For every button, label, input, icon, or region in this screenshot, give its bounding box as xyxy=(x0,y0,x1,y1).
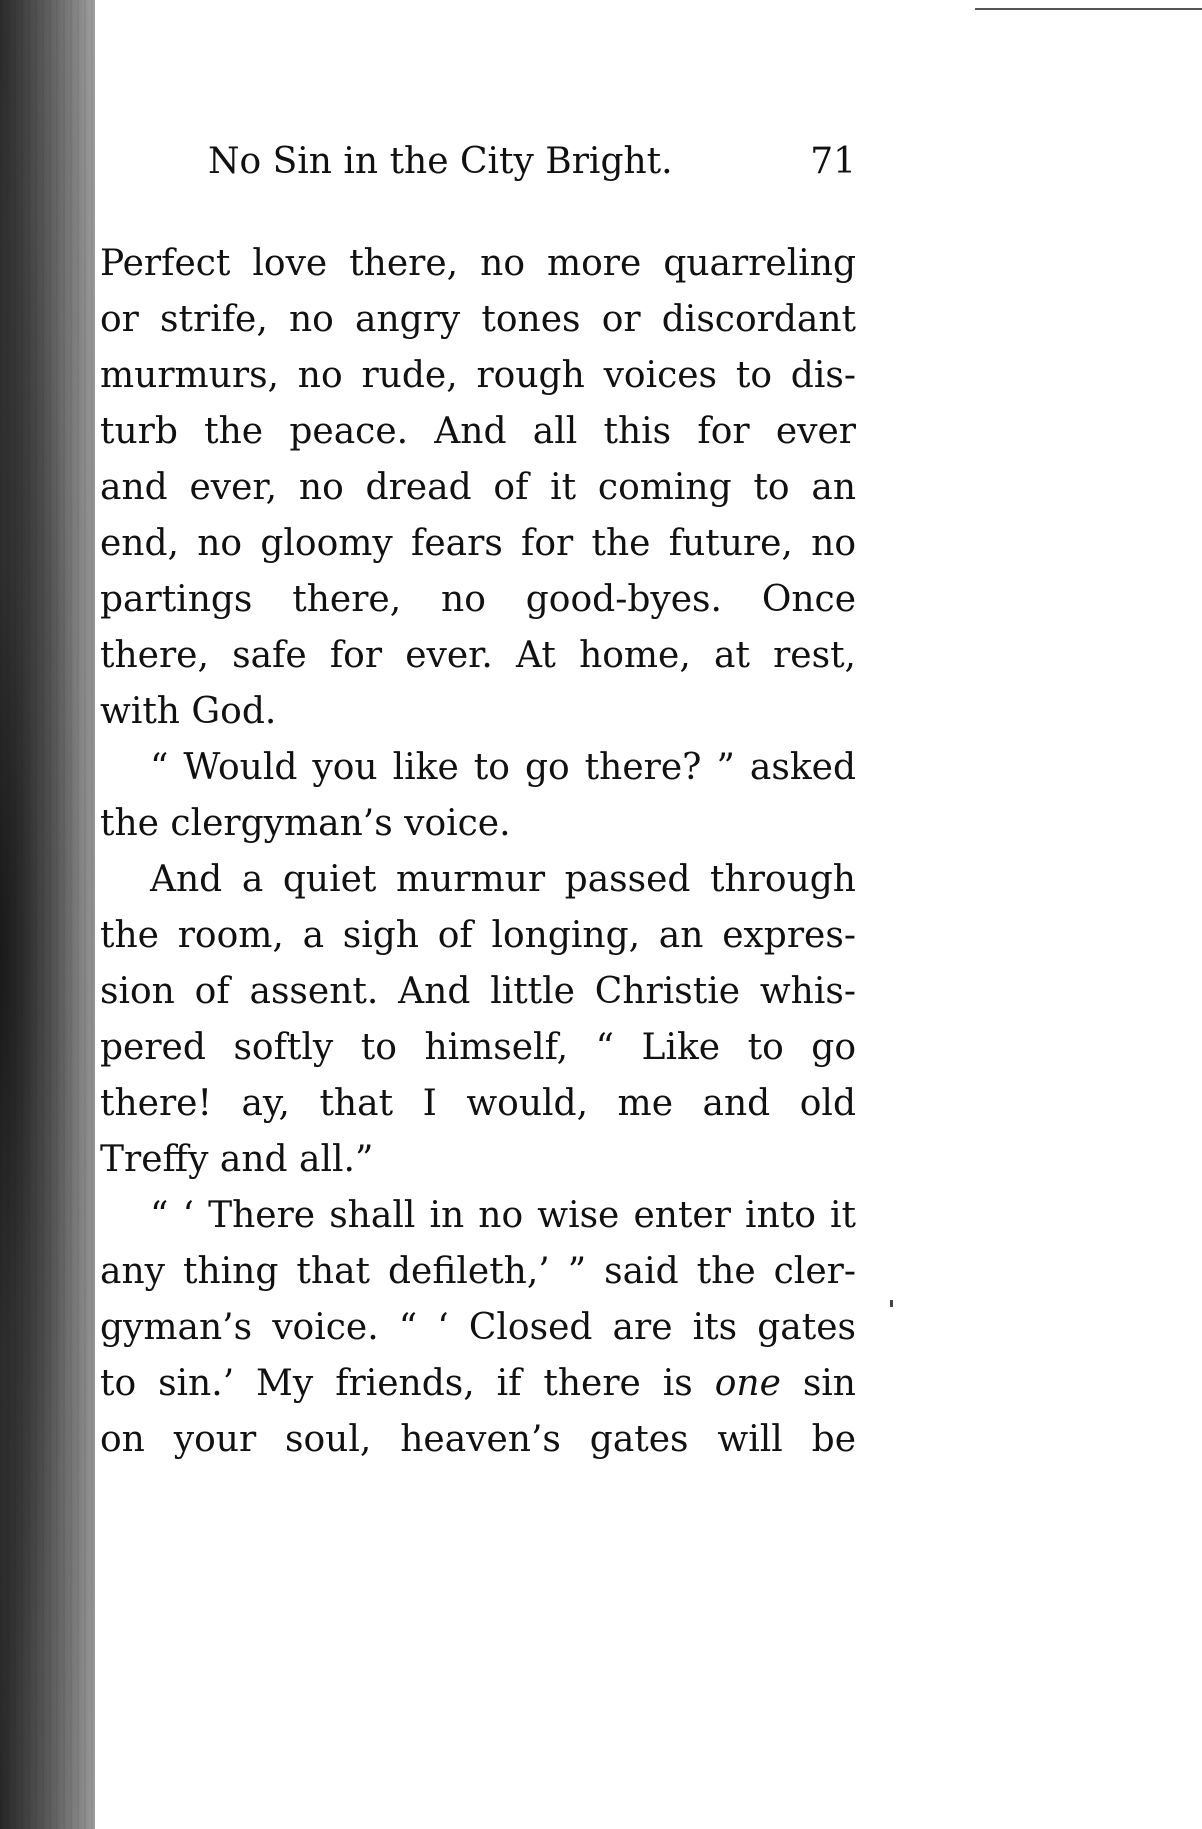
text-line: And a quiet murmur passed through xyxy=(150,859,856,900)
margin-mark xyxy=(890,1300,893,1307)
top-rule xyxy=(975,8,1202,10)
page-number: 71 xyxy=(810,141,856,182)
text-line: end, no gloomy fears for the future, no xyxy=(100,523,856,564)
text-line: sion of assent. And little Christie whis- xyxy=(100,971,856,1012)
text-line-start: to sin.’ My friends, if there is xyxy=(100,1363,715,1404)
scan-gutter-shadow xyxy=(0,0,95,1829)
text-line: gyman’s voice. “ ‘ Closed are its gates xyxy=(100,1307,856,1348)
body-text xyxy=(100,236,856,1468)
text-line: there! ay, that I would, me and old xyxy=(100,1083,856,1124)
text-line: the room, a sigh of longing, an expres- xyxy=(100,915,856,956)
text-line: “ Would you like to go there? ” asked xyxy=(150,747,856,788)
text-line: Perfect love there, no more quarreling xyxy=(100,243,856,284)
text-line: murmurs, no rude, rough voices to dis- xyxy=(100,355,856,396)
emphasis-word: one xyxy=(714,1363,781,1404)
text-line: Treffy and all.” xyxy=(100,1139,374,1180)
text-line: and ever, no dread of it coming to an xyxy=(100,467,856,508)
running-title: No Sin in the City Bright. xyxy=(208,141,673,182)
text-line xyxy=(100,1356,856,1412)
running-header xyxy=(208,140,856,192)
text-line: turb the peace. And all this for ever xyxy=(100,411,856,452)
text-line: the clergyman’s voice. xyxy=(100,803,511,844)
text-line: or strife, no angry tones or discordant xyxy=(100,299,856,340)
text-line-end: sin xyxy=(780,1363,856,1404)
text-line: “ ‘ There shall in no wise enter into it xyxy=(150,1195,856,1236)
text-line: partings there, no good-byes. Once xyxy=(100,579,856,620)
text-line: any thing that defileth,’ ” said the cler- xyxy=(100,1251,856,1292)
text-line: there, safe for ever. At home, at rest, xyxy=(100,635,856,676)
text-line: on your soul, heaven’s gates will be xyxy=(100,1419,856,1460)
text-line: with God. xyxy=(100,691,277,732)
text-line: pered softly to himself, “ Like to go xyxy=(100,1027,856,1068)
